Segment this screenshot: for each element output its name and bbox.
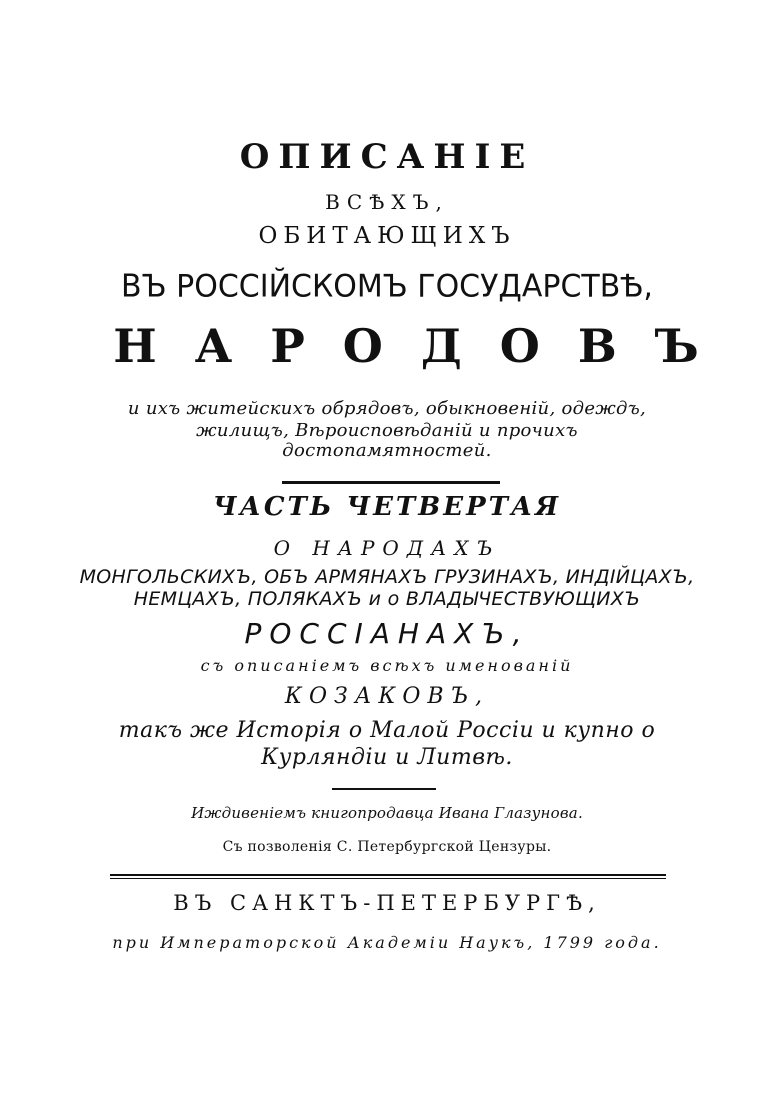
peoples-line: МОНГОЛЬСКИХЪ, ОБЪ АРМЯНАХЪ ГРУЗИНАХЪ, ИНДІЙЦАХЪ, [79, 566, 695, 588]
subtitle-line: достопамятностей. [282, 440, 492, 461]
subtitle-line: и ихъ житейскихъ обрядовъ, обыкновеній, одеждъ, [127, 398, 647, 419]
city-line: ВЪ САНКТЪ-ПЕТЕРБУРГѢ, [173, 891, 601, 915]
history-line: такъ же Исторія о Малой Россіи и купно о [118, 718, 656, 743]
description-line: съ описаніемъ всѣхъ именованій [200, 656, 574, 675]
divider-rule [332, 788, 436, 790]
title-line-state: ВЪ РОССІЙСКОМЪ ГОСУДАРСТВѢ, [121, 268, 653, 305]
rossianah-heading: РОССІАНАХЪ, [244, 617, 530, 650]
divider-rule [110, 874, 666, 876]
title-word-narodov: НАРОДОВЪ [113, 319, 737, 373]
peoples-line: НЕМЦАХЪ, ПОЛЯКАХЪ и о ВЛАДЫЧЕСТВУЮЩИХЪ [133, 588, 641, 610]
part-heading: ЧАСТЬ ЧЕТВЕРТАЯ [212, 492, 562, 522]
part-subheading: О НАРОДАХЪ [273, 536, 501, 560]
subtitle-line: жилищъ, Вѣроисповѣданій и прочихъ [196, 420, 578, 441]
title-word-obitayushchih: ОБИТАЮЩИХЪ [258, 223, 516, 249]
divider-rule [110, 878, 666, 879]
history-line: Курляндіи и Литвѣ. [261, 745, 513, 770]
censorship-line: Съ позволенія С. Петербургской Цензуры. [222, 839, 552, 855]
book-title: ОПИСАНІЕ [239, 137, 535, 177]
publisher-line: Иждивеніемъ книгопродавца Ивана Глазунова. [191, 804, 583, 822]
divider-rule [282, 481, 500, 484]
kozakov-heading: КОЗАКОВЪ, [284, 684, 490, 709]
imprint-line: при Императорской Академіи Наукъ, 1799 года. [112, 933, 662, 952]
title-word-vseh: ВСѢХЪ, [325, 190, 449, 214]
